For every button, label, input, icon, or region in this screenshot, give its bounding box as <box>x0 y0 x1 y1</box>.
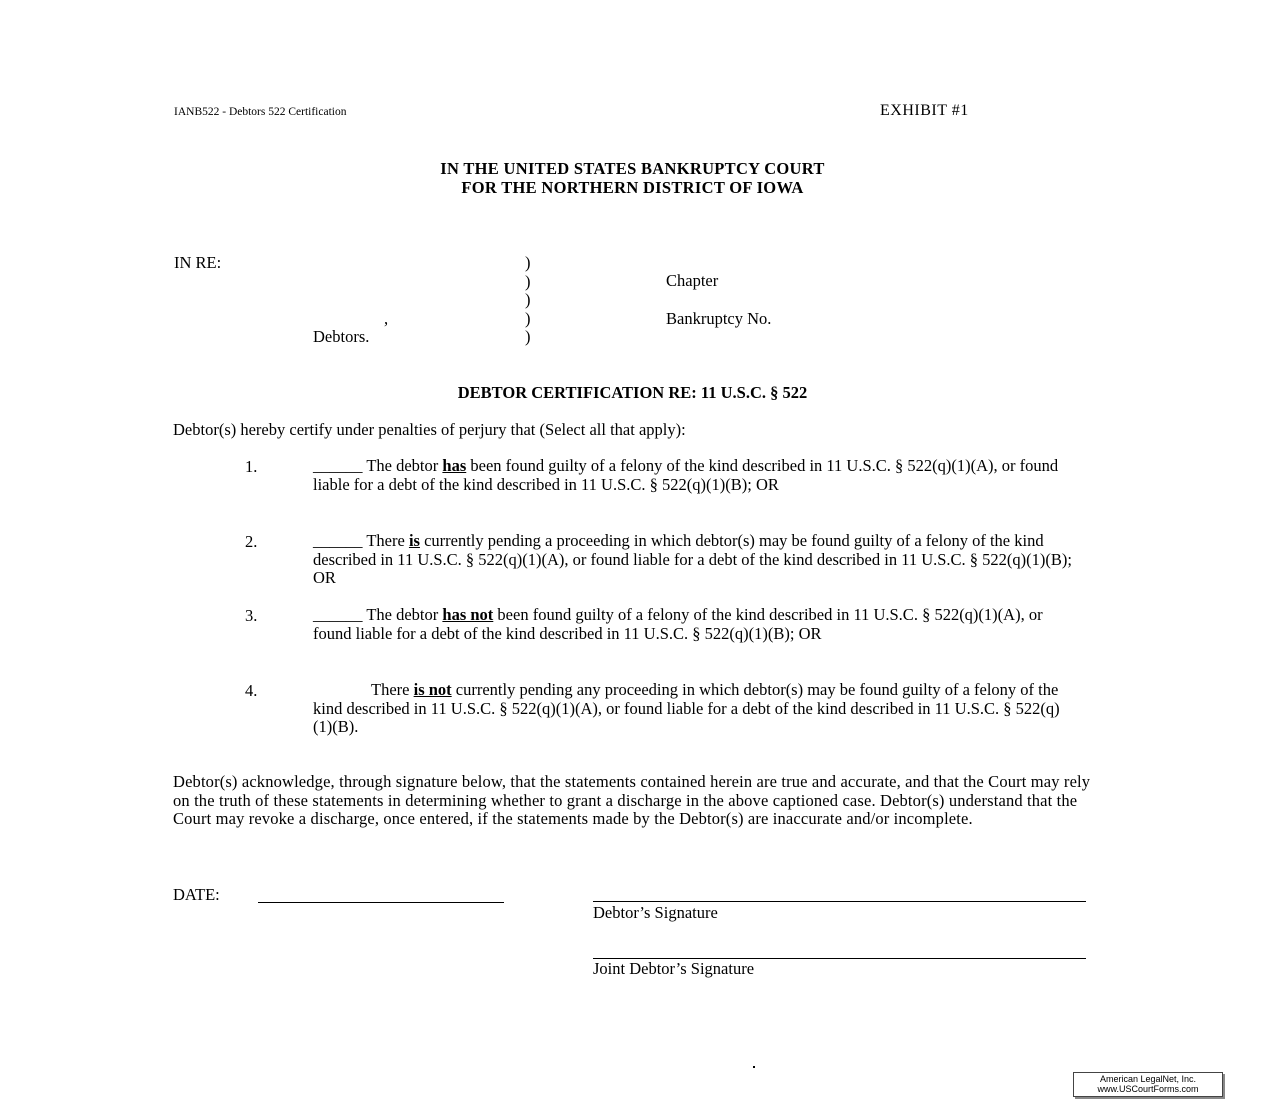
date-label: DATE: <box>173 885 220 904</box>
bankruptcy-no-label: Bankruptcy No. <box>666 309 772 328</box>
item-text: There <box>371 680 414 699</box>
logo-line2: www.USCourtForms.com <box>1097 1084 1199 1094</box>
joint-debtor-signature-label: Joint Debtor’s Signature <box>593 959 755 978</box>
item-text: The debtor <box>362 456 443 475</box>
caption-paren: ) <box>525 290 531 309</box>
caption-paren: ) <box>525 327 531 346</box>
caption-paren: ) <box>525 253 531 272</box>
item-number: 1. <box>245 457 258 476</box>
court-name: IN THE UNITED STATES BANKRUPTCY COURT <box>440 159 825 178</box>
acknowledgment-text: Debtor(s) acknowledge, through signature below, that the statements contained herein are true and accurate, and that the Court may rely on the truth of these statements in determining whether to grant a discharge in the above captioned case. Debtor(s) understand that the Court may revoke a discharge, once entered, if the statements made by the Debtor(s) are inaccurate and/or incomplete. <box>173 772 1091 829</box>
debtor-name-comma: , <box>384 309 389 328</box>
debtor-signature-label: Debtor’s Signature <box>593 903 718 922</box>
certification-item <box>313 457 1073 494</box>
in-re-label: IN RE: <box>174 253 222 272</box>
date-field[interactable] <box>258 902 504 903</box>
court-district: FOR THE NORTHERN DISTRICT OF IOWA <box>461 178 804 197</box>
certification-title: DEBTOR CERTIFICATION RE: 11 U.S.C. § 522 <box>457 383 808 402</box>
item-text: currently pending a proceeding in which debtor(s) may be found guilty of a felony of the kind described in 11 U.S.C. § 522(q)(1)(A), or found liable for a debt of the kind described in 11 U.S.C. § 522(q)(1)(B); OR <box>313 531 1072 588</box>
item-emphasis: is <box>408 531 420 550</box>
item-text: been found guilty of a felony of the kind described in 11 U.S.C. § 522(q)(1)(A), or found liable for a debt of the kind described in 11 U.S.C. § 522(q)(1)(B); OR <box>313 456 1059 494</box>
item-emphasis: has not <box>442 605 494 624</box>
item-text: There <box>362 531 409 550</box>
intro-text: Debtor(s) hereby certify under penalties of perjury that (Select all that apply): <box>173 420 686 439</box>
certification-item <box>313 681 1073 737</box>
certification-item <box>313 532 1073 588</box>
debtor-signature-line[interactable] <box>593 901 1086 902</box>
form-id: IANB522 - Debtors 522 Certification <box>174 106 347 118</box>
item-number: 2. <box>245 532 258 551</box>
american-legalnet-logo <box>1073 1072 1223 1097</box>
item-number: 3. <box>245 606 258 625</box>
caption-paren: ) <box>525 309 531 328</box>
debtors-label: Debtors. <box>313 327 370 346</box>
item-number: 4. <box>245 681 258 700</box>
logo-line1: American LegalNet, Inc. <box>1099 1074 1197 1084</box>
checkbox-blank[interactable]: ______ <box>313 456 363 475</box>
checkbox-blank[interactable]: ______ <box>313 531 363 550</box>
certification-item <box>313 606 1073 643</box>
stray-mark <box>753 1066 755 1068</box>
item-emphasis: is not <box>413 680 452 699</box>
item-emphasis: has <box>442 456 467 475</box>
item-text: The debtor <box>362 605 443 624</box>
caption-paren: ) <box>525 272 531 291</box>
checkbox-blank[interactable]: ______ <box>313 605 363 624</box>
exhibit-label: EXHIBIT #1 <box>880 102 969 119</box>
chapter-label: Chapter <box>666 271 719 290</box>
item-text: been found guilty of a felony of the kind described in 11 U.S.C. § 522(q)(1)(A), or found liable for a debt of the kind described in 11 U.S.C. § 522(q)(1)(B); OR <box>313 605 1043 643</box>
item-text: currently pending any proceeding in which debtor(s) may be found guilty of a felony of the kind described in 11 U.S.C. § 522(q)(1)(A), or found liable for a debt of the kind described in 11 U.S.C. § 522(q)(1)(B). <box>313 680 1060 737</box>
